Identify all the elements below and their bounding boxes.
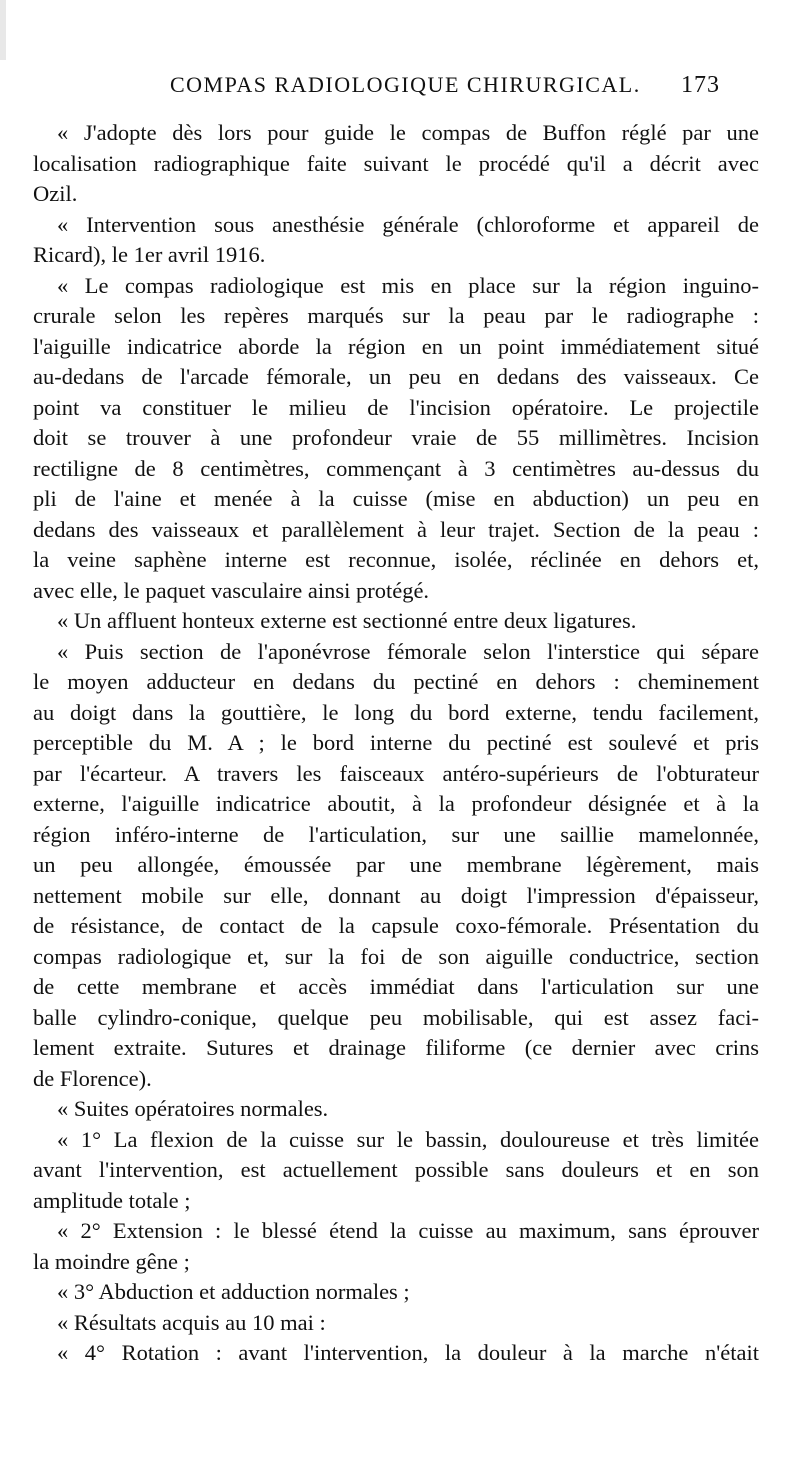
text-line: compas radiologique et, sur la foi de son aiguille conductrice, section [33,943,759,969]
text-line: l'aiguille indicatrice aborde la région en un point immédiatement situé [33,333,759,359]
text-line: « 4° Rotation : avant l'intervention, la douleur à la marche n'était [57,1340,759,1365]
text-line: de Florence). [33,1065,152,1091]
text-line: Ricard), le 1er avril 1916. [33,242,266,267]
text-line: rectiligne de 8 centimètres, commençant à 3 centimètres au-dessus du [33,455,759,481]
text-line: dedans des vaisseaux et parallèlement à leur trajet. Section de la peau : [33,516,759,542]
text-line: nettement mobile sur elle, donnant au doigt l'impression d'épaisseur, [33,882,759,908]
text-line: « 3° Abduction et adduction normales ; [57,1279,410,1304]
page-number: 173 [681,72,720,98]
text-line: perceptible du M. A ; le bord interne du pectiné est soulevé et pris [33,730,759,755]
text-line: région inféro-interne de l'articulation, sur une saillie mamelonnée, [33,821,759,847]
text-line: « J'adopte dès lors pour guide le compas de Buffon réglé par une [57,120,759,145]
text-line: « Un affluent honteux externe est sectionné entre deux ligatures. [57,608,637,633]
text-line: de cette membrane et accès immédiat dans l'articulation sur une [33,974,759,999]
text-line: au-dedans de l'arcade fémorale, un peu en dedans des vaisseaux. Ce [33,364,759,389]
running-title: COMPAS RADIOLOGIQUE CHIRURGICAL. [170,72,641,97]
text-line: doit se trouver à une profondeur vraie de 55 millimètres. Incision [33,425,759,450]
text-line: « 1° La flexion de la cuisse sur le bassin, douloureuse et très limitée [57,1126,759,1152]
text-line: balle cylindro-conique, quelque peu mobilisable, qui est assez faci- [33,1004,759,1030]
text-line: crurale selon les repères marqués sur la peau par le radiographe : [33,303,759,328]
text-line: amplitude totale ; [33,1187,191,1213]
text-line: avant l'intervention, est actuellement possible sans douleurs et en son [33,1157,759,1182]
text-line: avec elle, le paquet vasculaire ainsi protégé. [33,577,430,603]
body-text [33,118,759,1369]
page-edge-mark [0,0,6,60]
text-line: Ozil. [33,181,78,206]
text-line: « Suites opératoires normales. [57,1096,329,1121]
text-line: « 2° Extension : le blessé étend la cuisse au maximum, sans éprouver [57,1218,759,1243]
text-line: externe, l'aiguille indicatrice aboutit, à la profondeur désignée et à la [33,791,759,816]
text-line: « Résultats acquis au 10 mai : [57,1309,326,1335]
text-line: au doigt dans la gouttière, le long du bord externe, tendu facilement, [33,699,759,725]
text-line: « Puis section de l'aponévrose fémorale selon l'interstice qui sépare [57,638,759,664]
text-line: « Intervention sous anesthésie générale (chloroforme et appareil de [57,211,759,237]
text-line: « Le compas radiologique est mis en place sur la région inguino- [57,272,759,298]
page-header [170,72,720,106]
text-line: le moyen adducteur en dedans du pectiné en dehors : cheminement [33,669,759,694]
text-line: la moindre gêne ; [33,1248,190,1274]
text-line: un peu allongée, émoussée par une membrane légèrement, mais [33,852,759,877]
text-line: point va constituer le milieu de l'incision opératoire. Le projectile [33,394,759,420]
text-line: pli de l'aine et menée à la cuisse (mise en abduction) un peu en [33,486,759,511]
text-line: par l'écarteur. A travers les faisceaux antéro-supérieurs de l'obturateur [33,760,759,786]
text-line: lement extraite. Sutures et drainage filiforme (ce dernier avec crins [33,1035,759,1060]
text-line: localisation radiographique faite suivant le procédé qu'il a décrit avec [33,150,759,176]
text-line: la veine saphène interne est reconnue, isolée, réclinée en dehors et, [33,547,759,572]
text-line: de résistance, de contact de la capsule coxo-fémorale. Présentation du [33,913,759,938]
